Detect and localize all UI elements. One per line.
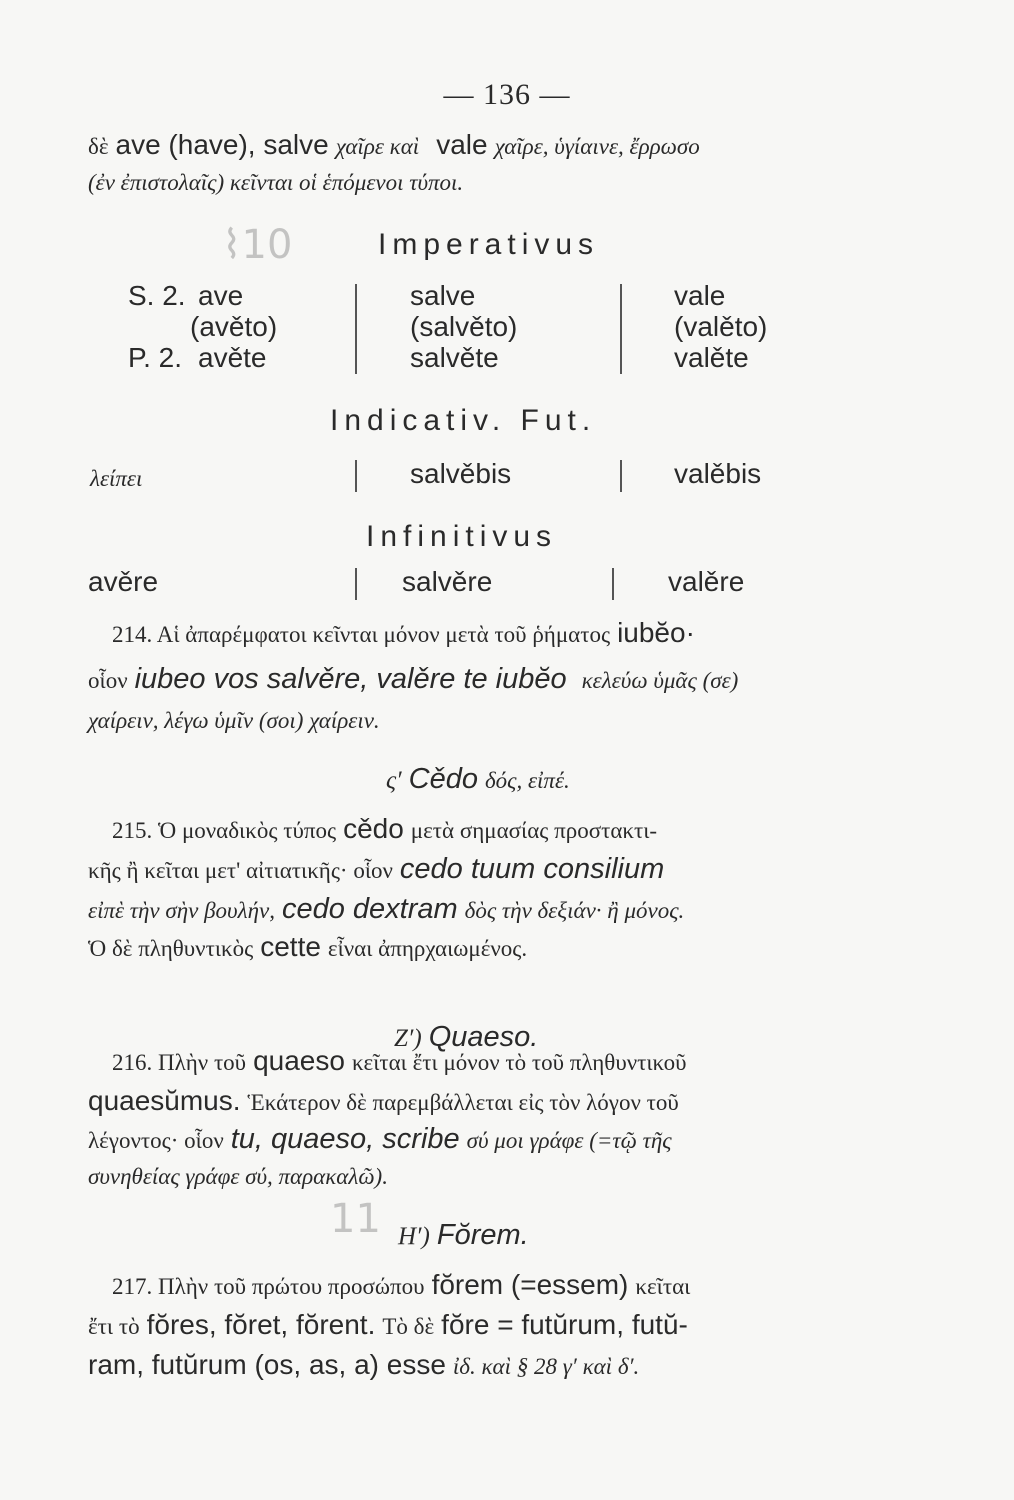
latin-text: iubĕo· bbox=[617, 617, 695, 648]
heading-infinitivus: Infinitivus bbox=[366, 520, 558, 553]
page-number: — 136 — bbox=[443, 78, 571, 111]
pencil-mark: 11 bbox=[330, 1196, 381, 1242]
section-forem-heading bbox=[398, 1218, 529, 1254]
greek-text: δὸς τὴν δεξιάν· ἢ μόνος. bbox=[464, 898, 685, 923]
greek-text: 217. Πλὴν τοῦ πρώτου προσώπου bbox=[112, 1274, 425, 1299]
greek-text: εἰπὲ τὴν σὴν βουλήν, bbox=[88, 898, 275, 923]
column-divider bbox=[620, 460, 622, 492]
p216-line-3 bbox=[88, 1122, 672, 1158]
heading-indicativ-fut: Indicativ. Fut. bbox=[330, 404, 597, 437]
column-divider bbox=[612, 568, 614, 600]
p215-line-2 bbox=[88, 852, 664, 888]
greek-text: χαῖρε καὶ bbox=[335, 134, 420, 159]
latin-text: cědo bbox=[343, 813, 404, 844]
inf-col3: valěre bbox=[668, 566, 745, 597]
greek-text: κελεύω ὑμᾶς (σε) bbox=[581, 668, 739, 693]
greek-text: χαῖρε, ὑγίαινε, ἔρρωσο bbox=[494, 134, 700, 159]
latin-text: ave (have), salve bbox=[115, 129, 329, 160]
imp-col2-r2: (salvěto) bbox=[410, 311, 518, 342]
greek-text: 214. Αἱ ἀπαρέμφατοι κεῖνται μόνον μετὰ τοῦ ῥήματος bbox=[112, 622, 611, 647]
latin-text: fŏres, fŏret, fŏrent. bbox=[146, 1309, 376, 1340]
imp-col3-r3: valěte bbox=[674, 342, 749, 373]
label-p2: P. 2. bbox=[128, 342, 182, 373]
latin-text: cedo tuum consilium bbox=[399, 853, 665, 885]
greek-text: δὲ bbox=[88, 134, 109, 159]
latin-text: quaesŭmus. bbox=[88, 1085, 241, 1116]
greek-text: κεῖται bbox=[635, 1274, 691, 1299]
ind-col2: salvěbis bbox=[410, 458, 512, 489]
intro-line-2: (ἐν ἐπιστολαῖς) κεῖνται οἱ ἑπόμενοι τύποι. bbox=[88, 170, 464, 195]
p215-line-1 bbox=[112, 812, 657, 848]
column-divider bbox=[620, 284, 622, 374]
greek-text: οἷον bbox=[88, 668, 128, 693]
inf-col1: avěre bbox=[88, 566, 159, 597]
greek-text: Τὸ δὲ bbox=[382, 1314, 435, 1339]
section-number: ς′ bbox=[386, 767, 402, 794]
imp-col3-r2: (valěto) bbox=[674, 311, 768, 342]
greek-text: σύ μοι γράφε (=τῷ τῆς bbox=[466, 1128, 672, 1153]
p215-line-3 bbox=[88, 892, 684, 928]
latin-text: ram, futŭrum (os, as, a) esse bbox=[88, 1349, 446, 1380]
p216-line-1 bbox=[112, 1044, 687, 1080]
greek-text: Ἑκάτερον δὲ παρεμβάλλεται εἰς τὸν λόγον τοῦ bbox=[247, 1090, 679, 1115]
column-divider bbox=[355, 568, 357, 600]
greek-text: κεῖται ἔτι μόνον τὸ τοῦ πληθυντικοῦ bbox=[351, 1050, 687, 1075]
p214-line-1 bbox=[112, 616, 695, 652]
latin-text: fŏre = futŭrum, futŭ- bbox=[441, 1309, 688, 1340]
greek-text: ἔτι τὸ bbox=[88, 1314, 140, 1339]
latin-text: Quaeso. bbox=[428, 1021, 539, 1053]
greek-text: ἰδ. καὶ § 28 γ′ καὶ δ′. bbox=[452, 1354, 640, 1379]
ind-col3: valěbis bbox=[674, 458, 762, 489]
greek-text: δός, εἰπέ. bbox=[484, 768, 570, 793]
p217-line-3 bbox=[88, 1348, 639, 1384]
p216-line-2 bbox=[88, 1084, 679, 1120]
p215-line-4 bbox=[88, 930, 527, 966]
p217-line-2 bbox=[88, 1308, 688, 1344]
latin-text: tu, quaeso, scribe bbox=[230, 1123, 460, 1155]
intro-line-1 bbox=[88, 128, 700, 164]
greek-text: 215. Ὁ μοναδικὸς τύπος bbox=[112, 818, 337, 843]
imp-col3-r1: vale bbox=[674, 280, 726, 311]
latin-text: fŏrem (=essem) bbox=[431, 1269, 629, 1300]
greek-text: 216. Πλὴν τοῦ bbox=[112, 1050, 247, 1075]
greek-text: κῆς ἢ κεῖται μετ' αἰτιατικῆς· οἷον bbox=[88, 858, 393, 883]
p214-line-3: χαίρειν, λέγω ὑμῖν (σοι) χαίρειν. bbox=[88, 708, 380, 733]
imp-col1-r3: avěte bbox=[198, 342, 267, 373]
latin-text: quaeso bbox=[253, 1045, 345, 1076]
ind-left: λείπει bbox=[90, 466, 143, 491]
greek-text: εἶναι ἀπηρχαιωμένος. bbox=[327, 936, 528, 961]
column-divider bbox=[355, 284, 357, 374]
greek-text: μετὰ σημασίας προστακτι- bbox=[410, 818, 658, 843]
latin-text: iubeo vos salvěre, valěre te iubĕo bbox=[134, 663, 567, 695]
latin-text: Fŏrem. bbox=[436, 1219, 529, 1251]
p214-line-2 bbox=[88, 662, 738, 698]
latin-text: cedo dextram bbox=[281, 893, 458, 925]
label-s2: S. 2. bbox=[128, 280, 186, 311]
greek-text: Ὁ δὲ πληθυντικὸς bbox=[88, 936, 254, 961]
heading-imperativus: Imperativus bbox=[378, 228, 600, 261]
section-number: Η′) bbox=[398, 1223, 430, 1250]
latin-text: Cědo bbox=[408, 763, 478, 795]
inf-col2: salvěre bbox=[402, 566, 493, 597]
imp-col2-r1: salve bbox=[410, 280, 476, 311]
greek-text: λέγοντος· οἷον bbox=[88, 1128, 224, 1153]
latin-text: vale bbox=[436, 129, 488, 160]
section-cedo-heading bbox=[386, 762, 570, 798]
section-number: Ζ′) bbox=[394, 1025, 422, 1052]
latin-text: cette bbox=[260, 931, 321, 962]
pencil-mark: ⌇10 bbox=[222, 222, 293, 268]
column-divider bbox=[355, 460, 357, 492]
p217-line-1 bbox=[112, 1268, 690, 1304]
imp-col2-r3: salvěte bbox=[410, 342, 499, 373]
imp-col1-r2: (avěto) bbox=[190, 311, 278, 342]
imp-col1-r1: ave bbox=[198, 280, 244, 311]
p216-line-4: συνηθείας γράφε σύ, παρακαλῶ). bbox=[88, 1164, 388, 1189]
